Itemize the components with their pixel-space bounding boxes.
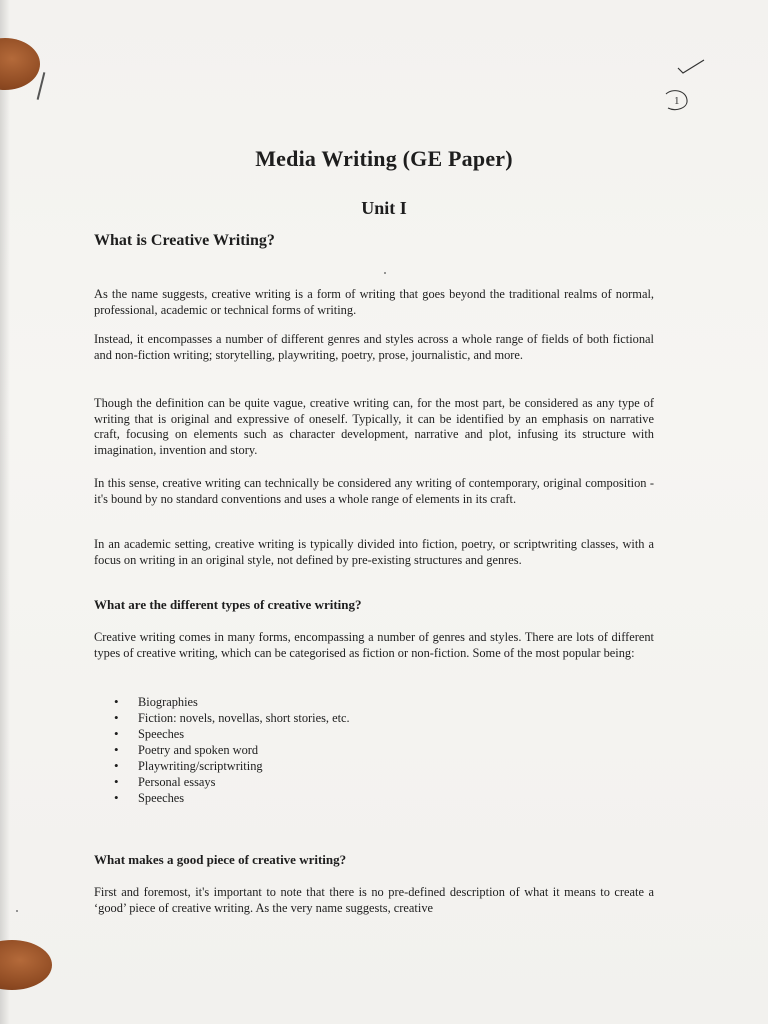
bullet-item: • Playwriting/scriptwriting: [114, 758, 350, 774]
bullet-item: • Personal essays: [114, 774, 350, 790]
paragraph: Creative writing comes in many forms, encompassing a number of genres and styles. There are lots of different types of creative writing, which can be categorised as fiction or non-fiction. Some of the most popular being:: [94, 630, 654, 660]
unit-title: Unit I: [361, 198, 407, 218]
page-number-circle: [660, 86, 692, 114]
paper-speck: [384, 272, 386, 274]
bullet-item: • Biographies: [114, 694, 350, 710]
types-bullet-list: [114, 694, 350, 806]
paper-speck: [16, 910, 18, 912]
paragraph: First and foremost, it's important to note that there is no pre-defined description of what it means to create a ‘good’ piece of creative writing. As the very name suggests, creative: [94, 885, 654, 915]
paragraph: In this sense, creative writing can technically be considered any writing of contemporary, original composition - it's bound by no standard conventions and uses a whole range of elements in its craft.: [94, 476, 654, 506]
paragraph: As the name suggests, creative writing is a form of writing that goes beyond the traditional realms of normal, professional, academic or technical forms of writing.: [94, 287, 654, 317]
section-heading-types: What are the different types of creative writing?: [94, 597, 362, 612]
finger-top: [0, 38, 40, 90]
section-heading-good-writing: What makes a good piece of creative writing?: [94, 852, 347, 867]
bullet-item: • Fiction: novels, novellas, short stories, etc.: [114, 710, 350, 726]
bullet-item: • Poetry and spoken word: [114, 742, 350, 758]
paragraph: Though the definition can be quite vague, creative writing can, for the most part, be considered as any type of writing that is original and expressive of oneself. Typically, it can be identified by an emphasis on narrative craft, focusing on elements such as character development, narrative and plot, infusing its structure with imagination, invention and story.: [94, 396, 654, 457]
svg-text:1: 1: [674, 95, 680, 107]
pencil-mark: [37, 72, 46, 100]
bullet-item: • Speeches: [114, 790, 350, 806]
paragraph: In an academic setting, creative writing is typically divided into fiction, poetry, or scriptwriting classes, with a focus on writing in an original style, not defined by pre-existing structures and genres.: [94, 537, 654, 567]
bullet-item: • Speeches: [114, 726, 350, 742]
document-title: Media Writing (GE Paper): [255, 146, 513, 171]
checkmark-icon: [676, 56, 706, 76]
finger-bottom: [0, 940, 52, 990]
paragraph: Instead, it encompasses a number of different genres and styles across a whole range of fields of both fictional and non-fiction writing; storytelling, playwriting, poetry, prose, journalistic, and more.: [94, 332, 654, 362]
section-heading-creative-writing: What is Creative Writing?: [94, 232, 275, 249]
